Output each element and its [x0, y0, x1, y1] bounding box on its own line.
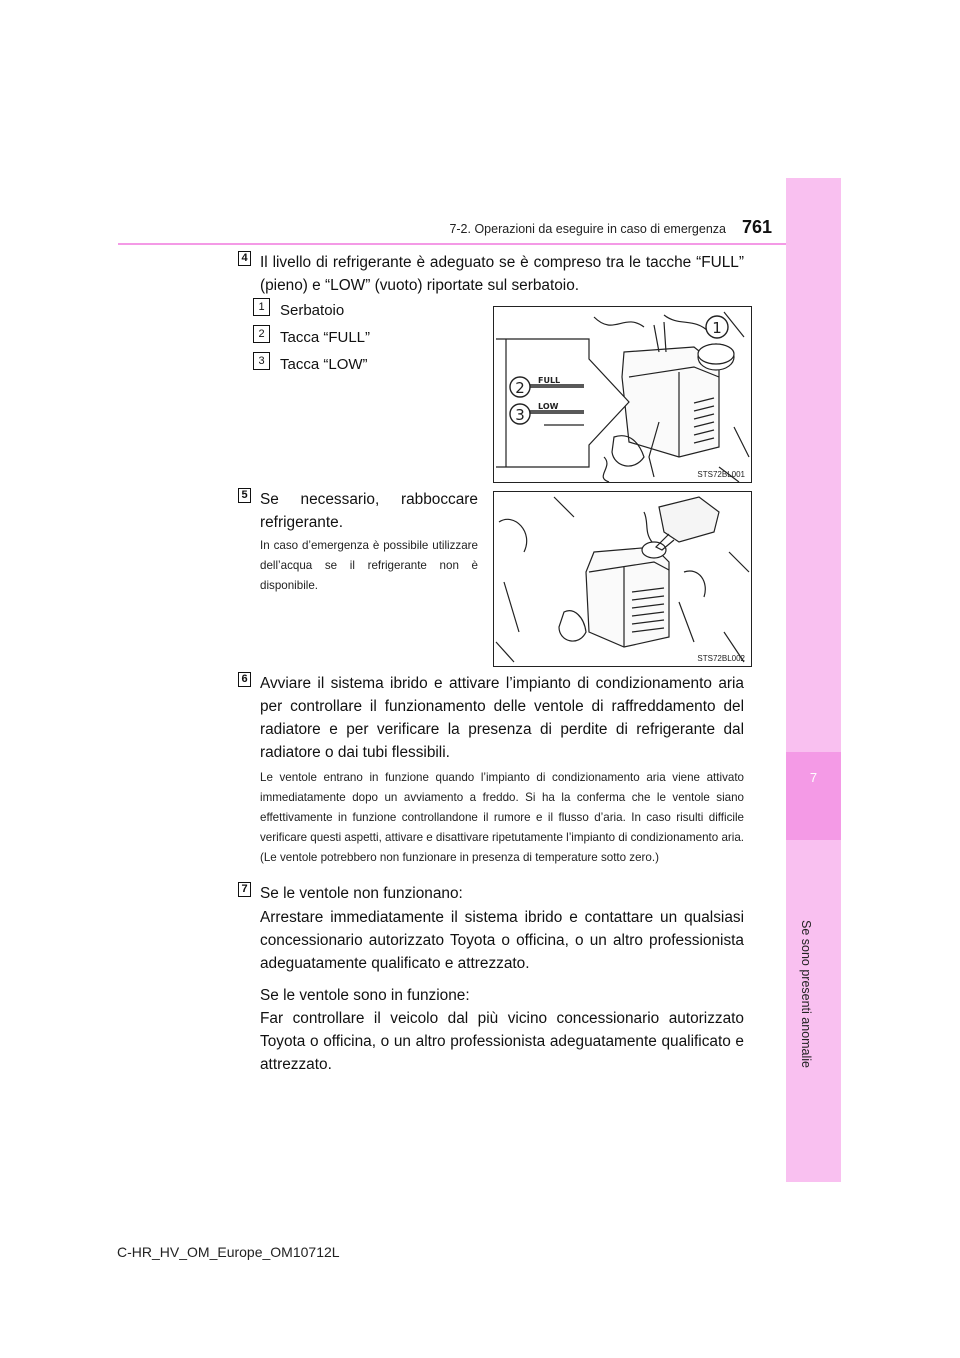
document-code: C-HR_HV_OM_Europe_OM10712L — [117, 1244, 340, 1260]
callout-3-badge: 3 — [253, 352, 270, 370]
page-number: 761 — [742, 217, 773, 237]
callout-1-label: Serbatoio — [280, 302, 345, 319]
step-number-7: 7 — [238, 882, 251, 897]
reservoir-illustration — [494, 307, 751, 482]
callout-3-label: Tacca “LOW” — [280, 356, 368, 373]
chapter-side-tab — [786, 178, 841, 1182]
figure-coolant-reservoir — [493, 306, 752, 483]
full-mark-label: FULL — [538, 376, 561, 385]
figure-callout-3: 3 — [515, 406, 525, 424]
figure-refill-coolant — [493, 491, 752, 667]
figure-callout-2: 2 — [515, 379, 525, 397]
callout-2-label: Tacca “FULL” — [280, 329, 371, 346]
step-number-4: 4 — [238, 251, 251, 266]
step-4-text: Il livello di refrigerante è adeguato se è compreso tra le tacche “FULL” (pieno) e “LOW” (vuoto) riportate sul serbatoio. — [260, 254, 744, 294]
chapter-label: Se sono presenti anomalie — [799, 920, 813, 1069]
callout-2-badge: 2 — [253, 325, 270, 343]
figure-code: STS72BL001 — [697, 470, 745, 479]
chapter-number: 7 — [809, 770, 818, 785]
section-title: 7-2. Operazioni da eseguire in caso di emergenza — [449, 222, 726, 236]
step-7-case1-text: Arrestare immediatamente il sistema ibrido e contattare un qualsiasi concessionario autorizzato Toyota o officina, o un altro professionista adeguatamente qualificato e attrezzato. — [260, 909, 744, 972]
figure-code: STS72BL002 — [697, 654, 745, 663]
refill-illustration — [494, 492, 751, 666]
step-number-6: 6 — [238, 672, 251, 687]
step-5-text: Se necessario, rabboccare refrigerante. — [260, 491, 478, 531]
figure-callout-1: 1 — [712, 319, 722, 337]
step-6-text: Avviare il sistema ibrido e attivare l’impianto di condizionamento aria per controllare il funzionamento delle ventole di raffreddamento del radiatore e per verificare la presenza di perdite di refrigerante dal radiatore o dai tubi flessibili. — [260, 675, 744, 761]
step-number-5: 5 — [238, 488, 251, 503]
step-7-case2-text: Far controllare il veicolo dal più vicino concessionario autorizzato Toyota o officina, o un altro professionista adeguatamente qualificato e attrezzato. — [260, 1010, 744, 1073]
low-mark-label: LOW — [538, 402, 559, 411]
header-rule — [118, 243, 786, 245]
step-5-note: In caso d’emergenza è possibile utilizzare dell’acqua se il refrigerante non è disponibile. — [260, 539, 478, 592]
step-7-case2-heading: Se le ventole sono in funzione: — [260, 987, 470, 1004]
step-6-note: Le ventole entrano in funzione quando l’impianto di condizionamento aria viene attivato immediatamente dopo un avviamento a freddo. Si ha la conferma che le ventole siano effettivamente in funzione controllandone il rumore e il flusso d’aria. In caso risulti difficile verificare questi aspetti, attivare e disattivare ripetutamente l’impianto di condizionamento aria. (Le ventole potrebbero non funzionare in presenza di temperature sotto zero.) — [260, 771, 744, 864]
chapter-tab-marker — [786, 752, 841, 840]
callout-1-badge: 1 — [253, 298, 270, 316]
step-7-case1-heading: Se le ventole non funzionano: — [260, 885, 463, 902]
